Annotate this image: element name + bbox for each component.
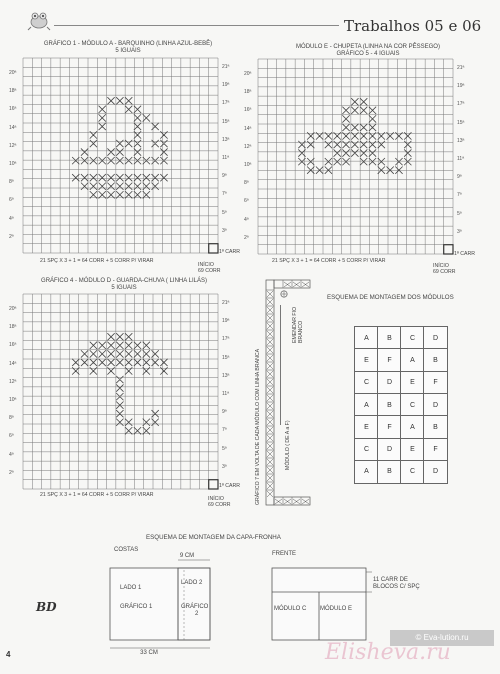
row-number-right: 17ª [457,101,465,108]
row-number-right: 7ª [222,427,227,434]
motif-stitches [298,98,411,174]
chart1-grid [9,58,230,253]
assembly-cell: A [400,348,425,372]
row-number-right: 13ª [222,372,230,379]
row-number-left: 16ª [244,107,252,114]
chart2-grid [244,59,465,254]
row-number-right: 11ª [457,156,465,162]
assembly-cell: D [423,460,448,484]
row-number-right: 9ª [222,173,227,180]
side1-line1: LADO 1 [120,585,142,591]
crochet-grid [23,58,218,253]
row-number-right: 7ª [457,192,462,199]
row-number-left: 2ª [244,234,249,241]
row-number-left: 4ª [9,451,14,458]
assembly-cell: A [400,415,425,439]
border-strip-stitches [266,290,274,495]
back-label: COSTAS [114,547,139,553]
row-number-left: 20ª [244,71,252,77]
assembly-cell: F [423,371,448,395]
assembly-cell: B [423,348,448,372]
pillow-title: ESQUEMA DE MONTAGEM DA CAPA-FRONHA [146,534,281,541]
row-number-right: 3ª [457,228,462,235]
front-module-left: MÓDULO C [274,606,307,612]
assembly-modules-grid [354,326,446,482]
chart1-start-label: INÍCIO [198,262,214,268]
grid-lines [258,59,453,254]
row-number-right: 15ª [222,354,230,361]
row-number-left: 2ª [9,469,14,476]
row-number-left: 20ª [9,70,17,76]
row-number-left: 10ª [9,397,17,403]
module-box [280,305,281,425]
page-header [0,0,500,40]
row-number-right: 15ª [457,119,465,126]
assembly-cell: D [377,438,402,462]
assembly-cell: C [400,393,425,417]
row-number-right: 21ª [222,64,230,70]
row-number-left: 8ª [244,180,249,187]
assembly-cell: D [423,326,448,350]
chart1-first-row: 1ª CARR [219,249,240,255]
chart1-title [16,41,240,55]
row-number-right: 21ª [457,65,465,71]
chart2-start [433,263,456,275]
row-number-left: 18ª [9,324,17,331]
chart3-title [12,278,236,292]
module-label: MÓDULO ( DE A a F) [285,420,291,470]
row-number-right: 11ª [222,155,230,161]
front-diagram [270,564,370,644]
row-number-right: 19ª [222,82,230,89]
chart2-start-count: 69 CORR [433,269,456,275]
row-number-left: 8ª [9,415,14,422]
assembly-cell: A [354,460,379,484]
chart3-start-count: 69 CORR [208,502,231,508]
chart2-bottom-note: 21 SPÇ X 3 + 1 = 64 CORR + 5 CORR P/ VIRAR [272,258,386,264]
assembly-cell: F [377,348,402,372]
side2-line3: 2 [195,611,199,617]
row-number-right: 9ª [222,409,227,416]
row-number-left: 18ª [244,89,252,96]
assembly-cell: E [354,348,379,372]
side2-line1: LADO 2 [181,580,203,586]
join-label: EMENDAR FIO BRANCO [292,306,304,343]
border-strip-label: GRÁFICO 7 EM VOLTA DE CADA MÓDULO COM LINHA BRANCA [255,348,261,505]
row-number-right: 5ª [222,209,227,216]
total-width: 33 CM [140,650,158,656]
row-number-left: 14ª [9,124,17,131]
start-corner [209,480,218,489]
header-rule [54,25,339,26]
motif-stitches [72,333,168,434]
chart1-title-line1: GRÁFICO 1 - MÓDULO A - BARQUINHO (LINHA AZUL-BEBÊ) [43,41,213,47]
page-title: Trabalhos 05 e 06 [344,17,482,35]
grid-lines [23,294,218,489]
side2-label [181,580,208,618]
row-number-left: 16ª [9,342,17,349]
chart2-title-line1: MÓDULO E - CHUPETA (LINHA NA COR PÊSSEGO) [296,44,440,50]
chart1-title-line2: 5 IGUAIS [115,48,141,54]
chart3-start-label: INÍCIO [208,496,224,502]
row-number-left: 10ª [9,161,17,167]
row-number-left: 12ª [9,378,17,385]
assembly-cell: B [377,460,402,484]
chart2-title-line2: GRÁFICO 5 - 4 IGUAIS [336,51,400,57]
chart2-title [256,44,480,58]
row-number-right: 7ª [222,191,227,198]
assembly-modules-title: ESQUEMA DE MONTAGEM DOS MÓDULOS [327,294,454,301]
chart3-title-line1: GRÁFICO 4 - MÓDULO D - GUARDA-CHUVA ( LINHA LILÁS) [41,278,207,284]
row-number-right: 19ª [457,83,465,90]
assembly-cell: E [400,371,425,395]
row-number-right: 15ª [222,118,230,125]
row-number-left: 8ª [9,179,14,186]
motif-stitches [72,97,168,198]
front-label: FRENTE [272,551,296,557]
row-number-left: 18ª [9,88,17,95]
blocks-note [373,577,420,591]
assembly-cell: F [423,438,448,462]
row-number-right: 19ª [222,318,230,325]
row-number-left: 12ª [9,142,17,149]
row-number-left: 2ª [9,233,14,240]
row-number-right: 11ª [222,391,230,397]
assembly-cell: B [423,415,448,439]
row-number-left: 14ª [244,125,252,132]
row-number-right: 5ª [457,210,462,217]
side2-line2: GRÁFICO [181,604,209,610]
assembly-cell: E [400,438,425,462]
signature: BD [36,600,57,614]
chart2-first-row: 1ª CARR [454,251,475,257]
chart2-start-label: INÍCIO [433,263,449,269]
flap-width: 9 CM [179,553,195,559]
start-corner [209,244,218,253]
grid-lines [23,58,218,253]
row-number-right: 13ª [222,136,230,143]
row-number-right: 5ª [222,445,227,452]
assembly-cell: E [354,415,379,439]
row-number-left: 6ª [244,198,249,205]
row-number-right: 21ª [222,300,230,306]
row-number-left: 6ª [9,197,14,204]
strip-stitch-marks [266,290,274,497]
strip-stitches [266,290,274,495]
assembly-cell: D [377,371,402,395]
row-number-right: 17ª [222,100,230,107]
row-number-left: 14ª [9,360,17,367]
chart1-bottom-note: 21 SPÇ X 3 + 1 = 64 CORR + 5 CORR P/ VIRAR [40,258,154,264]
frog-logo-icon [26,9,52,31]
assembly-cell: C [354,371,379,395]
row-number-left: 20ª [9,306,17,312]
assembly-cell: A [354,393,379,417]
chart3-title-line2: 5 IGUAIS [111,285,137,291]
side1-label [120,585,152,611]
row-number-left: 4ª [9,215,14,222]
assembly-cell: C [354,438,379,462]
assembly-cell: C [400,460,425,484]
row-number-right: 9ª [457,174,462,181]
chart3-bottom-note: 21 SPÇ X 3 + 1 = 64 CORR + 5 CORR P/ VIRAR [40,492,154,498]
row-number-right: 3ª [222,463,227,470]
row-number-left: 12ª [244,143,252,150]
assembly-cell: A [354,326,379,350]
crochet-grid [258,59,453,254]
start-corner [444,245,453,254]
chart3-first-row: 1ª CARR [219,483,240,489]
chart1-start-count: 69 CORR [198,268,221,274]
row-number-right: 3ª [222,227,227,234]
front-module-right: MÓDULO E [320,606,353,612]
row-number-left: 16ª [9,106,17,113]
crochet-grid [23,294,218,489]
row-number-left: 6ª [9,433,14,440]
assembly-cell: C [400,326,425,350]
page-number: 4 [6,650,11,659]
watermark-script: Elisheva.ru [325,640,451,665]
row-number-left: 10ª [244,162,252,168]
assembly-cell: D [423,393,448,417]
assembly-cell: B [377,326,402,350]
row-number-right: 17ª [222,336,230,343]
row-number-left: 4ª [244,216,249,223]
blocks-line2: BLOCOS C/ SPÇ [373,584,420,590]
blocks-line1: 11 CARR DE [373,577,408,583]
assembly-cell: B [377,393,402,417]
assembly-cell: F [377,415,402,439]
watermark-site: © Eva-lution.ru [390,630,494,646]
row-number-right: 13ª [457,137,465,144]
chart1-start [198,262,221,274]
side1-line2: GRÁFICO 1 [120,604,153,610]
chart3-start [208,496,231,508]
